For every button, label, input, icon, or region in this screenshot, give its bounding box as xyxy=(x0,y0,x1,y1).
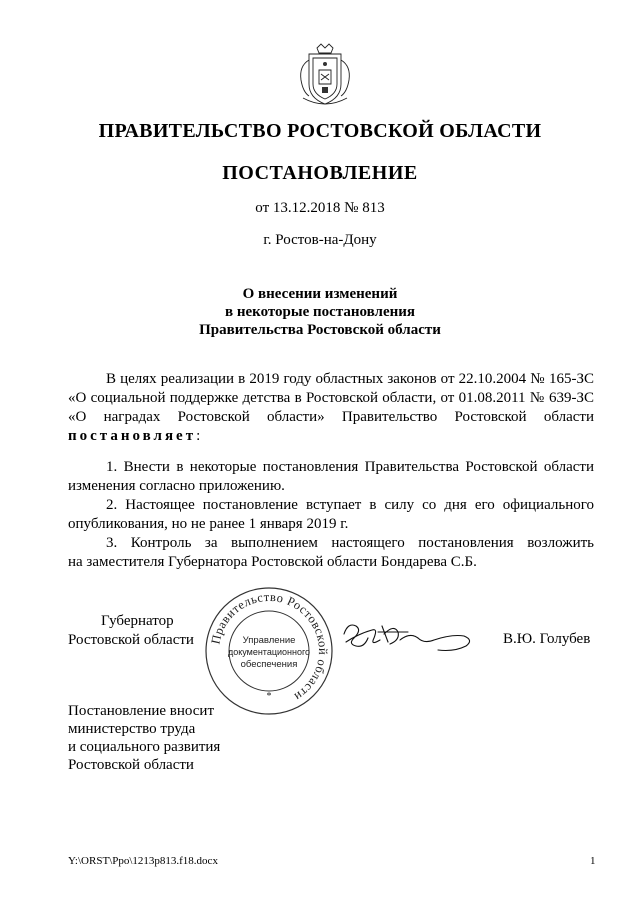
preamble-paragraph xyxy=(68,370,594,446)
subject-heading xyxy=(0,285,640,339)
svg-text:*: * xyxy=(266,691,272,702)
item-1-line: изменения согласно приложению. xyxy=(68,478,285,494)
stamp-ring-text: Правительство Ростовской области xyxy=(208,589,331,705)
official-stamp xyxy=(203,585,335,717)
preamble-line: В целях реализации в 2019 году областных законов от 22.10.2004 № 165-ЗС xyxy=(106,371,594,387)
item-3-line: 3. Контроль за выполнением настоящего постановления возложить xyxy=(106,535,594,551)
submitted-by-line: Ростовской области xyxy=(68,757,194,773)
document-type: ПОСТАНОВЛЕНИЕ xyxy=(222,162,418,184)
decree-word-line xyxy=(68,427,594,446)
item-3-line: на заместителя Губернатора Ростовской области Бондарева С.Б. xyxy=(68,554,477,570)
submitted-by-line: министерство труда xyxy=(68,721,196,737)
item-1-line: 1. Внести в некоторые постановления Правительства Ростовской области xyxy=(106,459,594,475)
stamp-center-line: обеспечения xyxy=(240,659,298,670)
footer-file-path: Y:\ORST\Ppo\1213p813.f18.docx xyxy=(68,855,218,867)
decree-colon: : xyxy=(196,428,201,444)
subject-line: в некоторые постановления xyxy=(224,304,416,320)
item-2-line: 2. Настоящее постановление вступает в силу со дня его официального xyxy=(106,497,594,513)
signatory-title xyxy=(68,612,208,650)
date-number-line: от 13.12.2018 № 813 xyxy=(255,200,385,216)
page-number: 1 xyxy=(590,855,596,867)
submitted-by-line: Постановление вносит xyxy=(68,703,215,719)
stamp-center-line: Управление xyxy=(242,635,296,646)
signatory-title-line: Ростовской области xyxy=(68,632,194,648)
item-2-line: опубликования, но не ранее 1 января 2019 г. xyxy=(68,516,349,532)
submitted-by-line: и социального развития xyxy=(68,739,221,755)
decree-word: постановляет xyxy=(68,428,197,444)
submitted-by-block xyxy=(68,702,288,774)
city-line: г. Ростов-на-Дону xyxy=(263,232,377,248)
coat-of-arms-emblem xyxy=(295,40,355,112)
signatory-name: В.Ю. Голубев xyxy=(503,631,591,647)
subject-line: Правительства Ростовской области xyxy=(199,322,441,338)
signatory-title-line: Губернатор xyxy=(101,613,174,629)
resolution-items xyxy=(68,458,594,572)
government-title: ПРАВИТЕЛЬСТВО РОСТОВСКОЙ ОБЛАСТИ xyxy=(98,120,542,142)
handwritten-signature xyxy=(338,612,488,662)
preamble-line: «О социальной поддержке детства в Ростовской области, от 01.08.2011 № 639-ЗС xyxy=(68,390,594,406)
subject-line: О внесении изменений xyxy=(242,286,398,302)
preamble-line: «О наградах Ростовской области» Правительство Ростовской области xyxy=(68,409,594,425)
stamp-center-line: документационного xyxy=(227,647,311,657)
